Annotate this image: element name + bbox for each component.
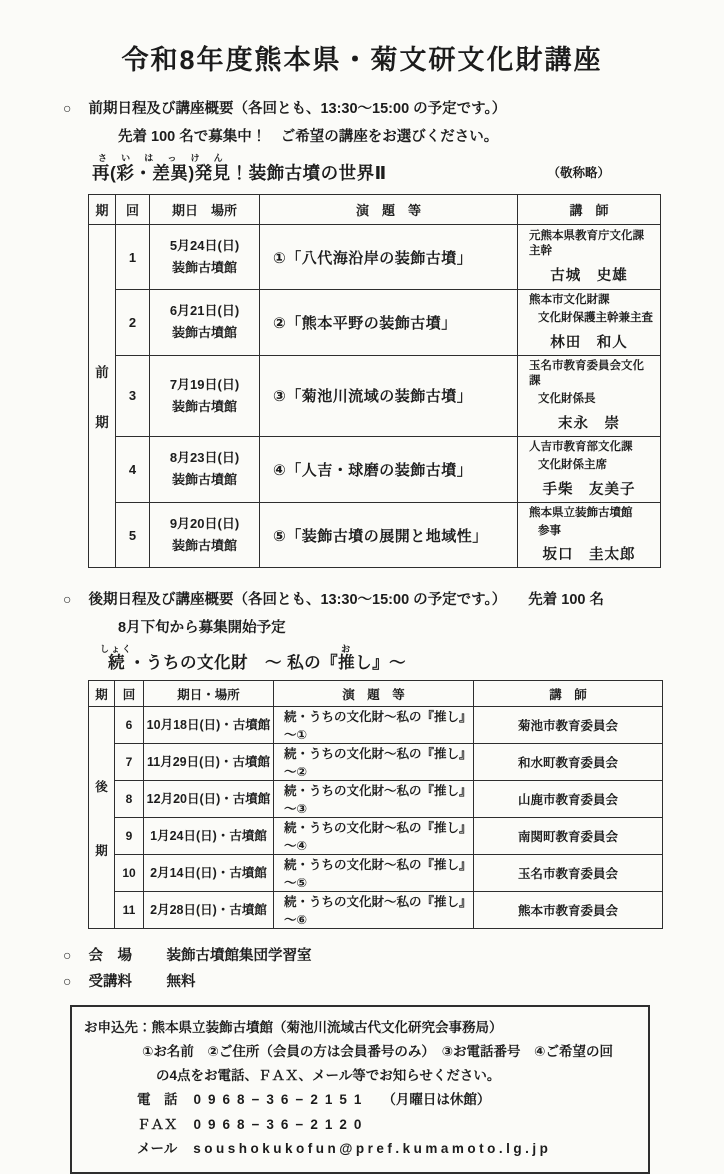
fax-line [137, 1113, 636, 1137]
venue-label: 会 場 [88, 948, 132, 965]
table-row [89, 818, 663, 855]
lecturer-title: 文化財係主席 [538, 458, 607, 471]
lecturer-org: 人吉市教育部文化課 [529, 440, 633, 453]
table1-header-row [89, 195, 661, 225]
series2-mid: ・うちの文化財 ～ 私の『 [129, 654, 339, 673]
lecturer-org: 熊本市文化財課 [529, 294, 610, 306]
session-lecturer: 南関町教育委員会 [474, 818, 663, 855]
mail-label: メール [137, 1140, 178, 1156]
fee-label: 受講料 [88, 974, 132, 991]
lecturer-org: 熊本県立装飾古墳館 [529, 506, 633, 519]
series2-title-row [0, 644, 724, 673]
series2-title [100, 644, 724, 673]
table2-header-row [89, 681, 663, 707]
session-date: 7月19日(日) [169, 376, 240, 392]
series2-ruby2 [338, 644, 356, 673]
session-lecturer [518, 355, 661, 436]
session-date: 6月21日(日) [169, 303, 240, 319]
application-box [70, 1005, 650, 1173]
series1-rest: ！装飾古墳の世界Ⅱ [230, 163, 387, 183]
session-date-place [150, 355, 260, 436]
table1-header-lecturer: 講 師 [518, 195, 661, 225]
table2-header-date: 期日・場所 [144, 681, 274, 707]
lecturer-name: 手柴 友美子 [542, 481, 636, 498]
circle-bullet-icon: ○ [63, 973, 72, 990]
fax-label: ＦＡＸ [137, 1116, 178, 1132]
apply-venue: 熊本県立装飾古墳館（菊池川流域古代文化研究会事務局） [151, 1020, 503, 1036]
circle-bullet-icon: ○ [63, 100, 72, 116]
session-lecturer [518, 225, 661, 290]
lecturer-name: 古城 史雄 [550, 267, 628, 284]
table-row [89, 436, 661, 502]
session-date-place: 10月18日(日)・古墳館 [144, 707, 274, 744]
series2-base2: 推 [338, 654, 356, 673]
fax-number: 0968−36−2120 [193, 1116, 369, 1132]
session-topic: ④「人吉・球磨の装飾古墳」 [260, 436, 518, 502]
session-no: 1 [116, 225, 150, 290]
session-date: 9月20日(日) [169, 515, 240, 531]
apply-label: お申込先： [84, 1020, 152, 1036]
session-lecturer [518, 290, 661, 356]
session-date: 5月24日(日) [169, 237, 240, 253]
series2-tail: し』～ [355, 654, 407, 673]
second-term-subline: 8月下旬から募集開始予定 [118, 620, 286, 637]
session-date-place: 2月28日(日)・古墳館 [144, 892, 274, 929]
session-no: 4 [116, 436, 150, 502]
series2-base1: 続 [100, 654, 133, 673]
session-date-place: 11月29日(日)・古墳館 [144, 744, 274, 781]
table-row [89, 355, 661, 436]
table-row [89, 290, 661, 356]
table2-header-period: 期 [89, 681, 115, 707]
session-place: 装飾古墳館 [171, 472, 237, 488]
second-term-heading [63, 588, 724, 609]
table2-header-topic: 演 題 等 [274, 681, 474, 707]
table1-period-cell [89, 225, 116, 568]
session-place: 装飾古墳館 [171, 538, 237, 553]
venue-line [63, 944, 724, 965]
session-date-place [150, 502, 260, 568]
session-place: 装飾古墳館 [171, 260, 237, 275]
session-lecturer: 熊本市教育委員会 [474, 892, 663, 929]
session-lecturer: 玉名市教育委員会 [474, 855, 663, 892]
series1-title [92, 153, 724, 185]
circle-bullet-icon: ○ [63, 947, 72, 964]
session-no: 6 [115, 707, 144, 744]
session-lecturer [518, 502, 661, 568]
period-char: 後 [95, 779, 108, 794]
apply-method-line: の4点をお電話、ＦＡＸ、メール等でお知らせください。 [156, 1068, 501, 1084]
table-row [89, 781, 663, 818]
session-no: 11 [115, 892, 144, 929]
table-row [89, 225, 661, 290]
first-term-heading [63, 97, 724, 118]
series2-ruby1 [100, 644, 134, 673]
series1-title-row [0, 153, 724, 185]
table1-header-topic: 演 題 等 [260, 195, 518, 225]
session-topic: 続・うちの文化財～私の『推し』～② [274, 744, 474, 781]
period-char: 期 [95, 415, 109, 431]
fee-value: 無料 [166, 974, 196, 991]
session-topic: 続・うちの文化財～私の『推し』～⑥ [274, 892, 474, 929]
lecturer-title: 文化財保護主幹兼主査 [538, 311, 653, 324]
session-topic: 続・うちの文化財～私の『推し』～① [274, 707, 474, 744]
session-date-place: 1月24日(日)・古墳館 [144, 818, 274, 855]
session-no: 7 [115, 744, 144, 781]
lecturer-name: 林田 和人 [550, 334, 628, 351]
first-term-subline: 先着 100 名で募集中！ ご希望の講座をお選びください。 [118, 129, 499, 145]
table-row [89, 502, 661, 568]
session-lecturer [518, 436, 661, 502]
lecturer-org: 玉名市教育委員会文化課 [529, 359, 644, 387]
session-no: 9 [115, 818, 144, 855]
table-row [89, 744, 663, 781]
period-char: 前 [95, 365, 109, 381]
session-date: 8月23日(日) [169, 450, 240, 466]
session-place: 装飾古墳館 [171, 398, 237, 414]
phone-number: 0968−36−2151 [193, 1092, 369, 1108]
session-topic: ③「菊池川流域の装飾古墳」 [260, 355, 518, 436]
session-no: 5 [116, 502, 150, 568]
session-topic: ②「熊本平野の装飾古墳」 [260, 290, 518, 356]
phone-line [137, 1088, 636, 1112]
session-topic: 続・うちの文化財～私の『推し』～③ [274, 781, 474, 818]
session-topic: ⑤「装飾古墳の展開と地域性」 [260, 502, 518, 568]
table1-header-no: 回 [116, 195, 150, 225]
session-no: 10 [115, 855, 144, 892]
second-term-heading-text: 後期日程及び講座概要（各回とも、13:30～15:00 の予定です。） [88, 592, 507, 609]
honorific-note: （敬称略） [547, 166, 610, 180]
series1-ruby [92, 153, 231, 183]
mail-address: soushokukofun@pref.kumamoto.lg.jp [193, 1140, 552, 1156]
session-date-place: 2月14日(日)・古墳館 [144, 855, 274, 892]
session-place: 装飾古墳館 [171, 325, 237, 341]
session-no: 2 [116, 290, 150, 356]
series1-base: 再(彩・差異)発見 [92, 163, 231, 183]
table1-header-period: 期 [89, 195, 116, 225]
session-date-place [150, 436, 260, 502]
session-topic: 続・うちの文化財～私の『推し』～④ [274, 818, 474, 855]
lecturer-name: 末永 崇 [558, 415, 620, 432]
lecturer-name: 坂口 圭太郎 [542, 547, 636, 564]
first-term-table [88, 194, 661, 568]
lecturer-title: 参事 [538, 524, 561, 537]
table-row [89, 855, 663, 892]
second-term-table [88, 680, 663, 929]
mail-line [137, 1137, 636, 1161]
table-row [89, 707, 663, 744]
second-term-capacity: 先着 100 名 [528, 592, 605, 609]
lecturer-org: 元熊本県教育庁文化課主幹 [529, 230, 644, 257]
period-char: 期 [95, 843, 108, 858]
series2-furigana2: お [338, 644, 356, 655]
series1-furigana: さいはっけん [92, 153, 231, 163]
circle-bullet-icon: ○ [63, 591, 72, 608]
venue-value: 装飾古墳館集団学習室 [166, 948, 312, 965]
apply-items-line: ①お名前 ②ご住所（会員の方は会員番号のみ） ③お電話番号 ④ご希望の回 [142, 1044, 613, 1060]
table2-period-cell [89, 707, 115, 929]
session-date-place: 12月20日(日)・古墳館 [144, 781, 274, 818]
table2-header-lecturer: 講 師 [474, 681, 663, 707]
session-lecturer: 和水町教育委員会 [474, 744, 663, 781]
lecturer-title: 文化財係長 [538, 392, 596, 405]
session-topic: ①「八代海沿岸の装飾古墳」 [260, 225, 518, 290]
session-no: 3 [116, 355, 150, 436]
session-lecturer: 山鹿市教育委員会 [474, 781, 663, 818]
session-topic: 続・うちの文化財～私の『推し』～⑤ [274, 855, 474, 892]
table1-header-date: 期日 場所 [150, 195, 260, 225]
session-lecturer: 菊池市教育委員会 [474, 707, 663, 744]
session-date-place [150, 290, 260, 356]
session-date-place [150, 225, 260, 290]
phone-label: 電 話 [137, 1092, 178, 1108]
first-term-heading-text: 前期日程及び講座概要（各回とも、13:30～15:00 の予定です。） [88, 101, 507, 117]
table2-header-no: 回 [115, 681, 144, 707]
session-no: 8 [115, 781, 144, 818]
series2-furigana1: しょく [100, 644, 134, 655]
fee-line [63, 970, 724, 991]
apply-address-line [84, 1016, 636, 1040]
page-title: 令和8年度熊本県・菊文研文化財講座 [121, 45, 603, 75]
table-row [89, 892, 663, 929]
closed-day-note: （月曜日は休館） [382, 1092, 491, 1108]
